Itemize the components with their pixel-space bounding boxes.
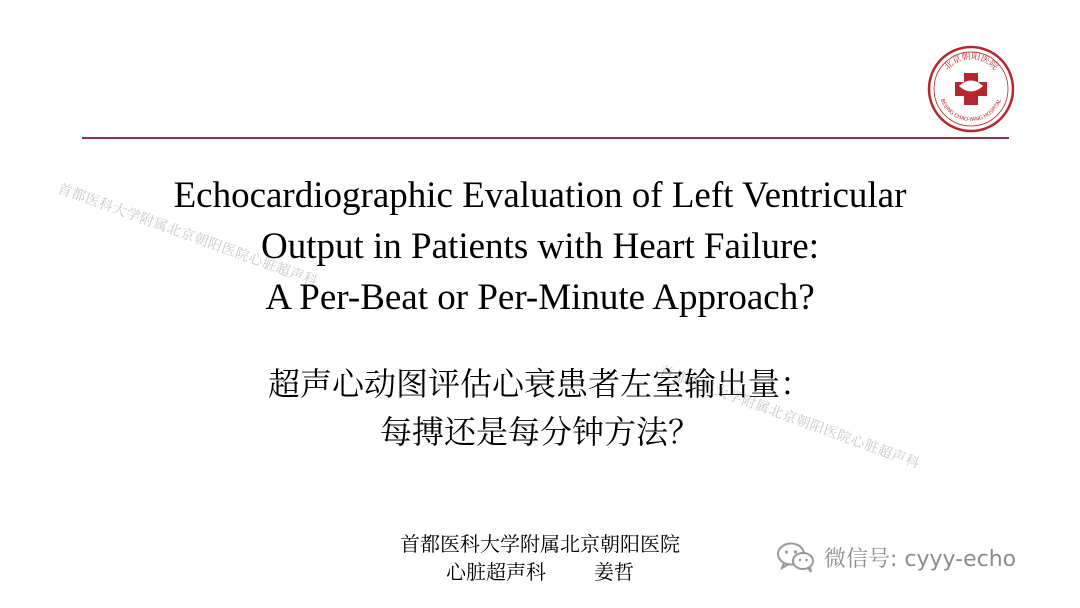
author-line xyxy=(340,558,740,586)
author-block xyxy=(340,530,740,586)
chinese-title xyxy=(40,360,1040,456)
watermark-text: 首都医科大学附属北京朝阳医院心脏超声科 xyxy=(55,180,320,291)
hospital-cross-icon xyxy=(955,73,987,105)
logo-text-bottom: BEIJING CHAO-YANG HOSPITAL xyxy=(938,98,1004,124)
english-title-line: Echocardiographic Evaluation of Left Ventricular xyxy=(173,175,907,216)
author-institution: 首都医科大学附属北京朝阳医院 xyxy=(400,532,680,556)
english-title-line: A Per-Beat or Per-Minute Approach? xyxy=(265,277,815,318)
wechat-label: 微信号: cyyy-echo xyxy=(824,546,1017,572)
watermark-text: 首都医科大学附属北京朝阳医院心脏超声科 xyxy=(657,362,922,473)
wechat-id xyxy=(776,539,1016,575)
author-department: 心脏超声科 xyxy=(446,560,546,584)
english-title-line: Output in Patients with Heart Failure: xyxy=(261,226,819,267)
logo-text-top: 北京朝阳医院 xyxy=(942,51,1000,73)
title-divider xyxy=(82,137,1009,139)
chinese-title-line: 超声心动图评估心衰患者左室输出量： xyxy=(267,365,812,403)
author-name: 姜哲 xyxy=(594,560,634,584)
chinese-title-line: 每搏还是每分钟方法？ xyxy=(379,413,700,451)
english-title xyxy=(40,170,1040,323)
hospital-logo xyxy=(927,45,1015,133)
wechat-icon xyxy=(776,541,816,573)
